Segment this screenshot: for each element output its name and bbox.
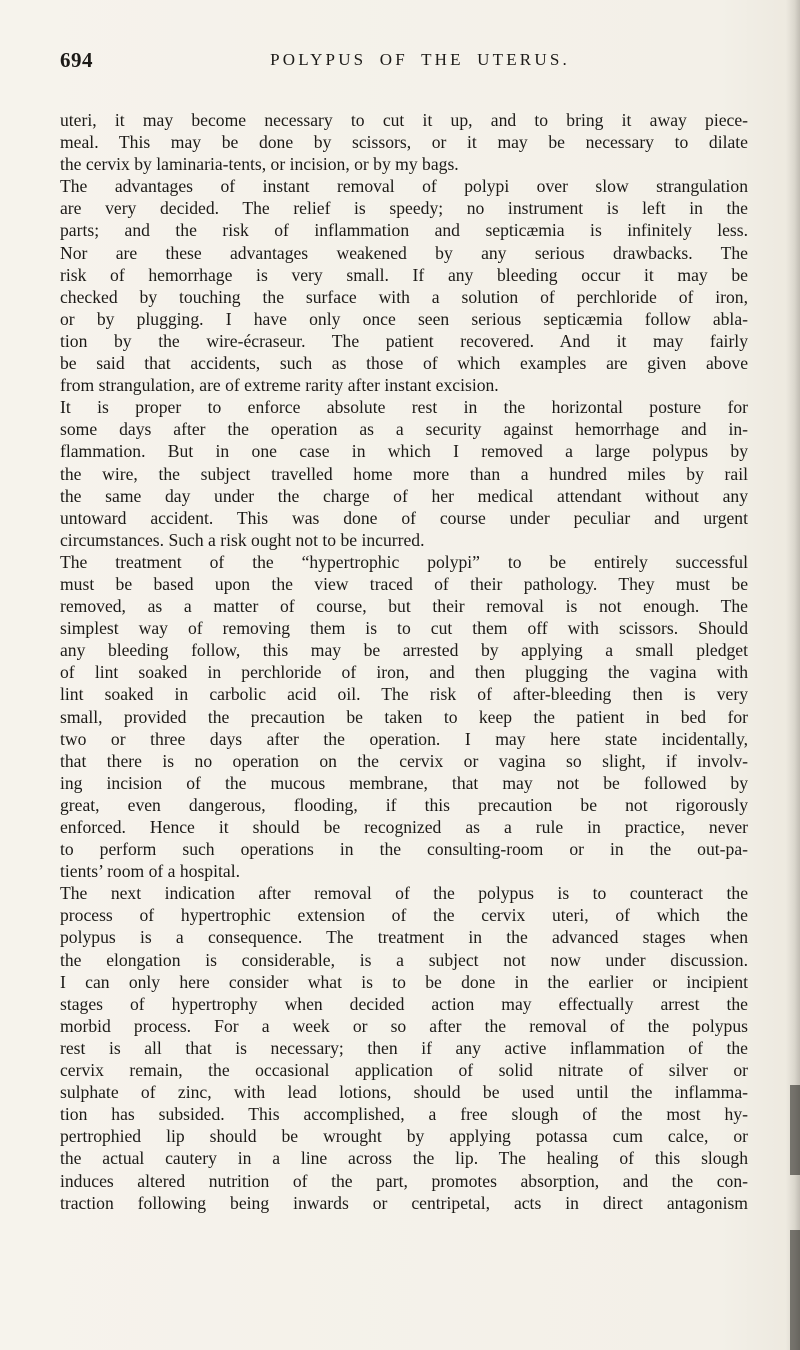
page-header: [60, 48, 750, 76]
text-line: checked by touching the surface with a solution of perchloride of iron,: [60, 286, 748, 307]
text-line: flammation. But in one case in which I removed a large polypus by: [60, 441, 748, 462]
text-line: ing incision of the mucous membrane, that may not be followed by: [60, 772, 748, 793]
text-line: traction following being inwards or centripetal, acts in direct antagonism: [60, 1192, 748, 1213]
text-line: the actual cautery in a line across the lip. The healing of this slough: [60, 1148, 748, 1169]
text-line: some days after the operation as a security against hemorrhage and in-: [60, 419, 748, 440]
text-line: or by plugging. I have only once seen serious septicæmia follow abla-: [60, 308, 748, 329]
text-line: small, provided the precaution be taken to keep the patient in bed for: [60, 706, 748, 727]
text-line: pertrophied lip should be wrought by applying potassa cum calce, or: [60, 1126, 748, 1147]
text-line: process of hypertrophic extension of the cervix uteri, of which the: [60, 905, 748, 926]
text-line: I can only here consider what is to be done in the earlier or incipient: [60, 971, 748, 992]
text-line: cervix remain, the occasional application of solid nitrate of silver or: [60, 1060, 748, 1081]
text-line: the elongation is considerable, is a subject not now under discussion.: [60, 949, 748, 970]
text-line: The treatment of the “hypertrophic polypi” to be entirely successful: [60, 551, 748, 572]
text-line: Nor are these advantages weakened by any serious drawbacks. The: [60, 242, 748, 263]
text-line: removed, as a matter of course, but their removal is not enough. The: [60, 596, 748, 617]
text-line: meal. This may be done by scissors, or it may be necessary to dilate: [60, 132, 748, 153]
page-number: 694: [60, 48, 93, 72]
text-line: great, even dangerous, flooding, if this precaution be not rigorously: [60, 794, 748, 815]
text-line: tients’ room of a hospital.: [60, 861, 240, 882]
text-line: from strangulation, are of extreme rarity after instant excision.: [60, 375, 499, 396]
text-line: two or three days after the operation. I may here state incidentally,: [60, 728, 748, 749]
text-line: The next indication after removal of the polypus is to counteract the: [60, 883, 748, 904]
text-line: be said that accidents, such as those of which examples are given above: [60, 353, 748, 374]
text-line: tion by the wire-écraseur. The patient recovered. And it may fairly: [60, 330, 748, 351]
text-line: enforced. Hence it should be recognized as a rule in practice, never: [60, 817, 748, 837]
text-line: The advantages of instant removal of polypi over slow strangulation: [60, 176, 748, 197]
page-edge-mark: [790, 1230, 800, 1350]
text-line: circumstances. Such a risk ought not to be incurred.: [60, 529, 425, 550]
text-line: induces altered nutrition of the part, promotes absorption, and the con-: [60, 1170, 748, 1191]
text-line: parts; and the risk of inflammation and septicæmia is infinitely less.: [60, 220, 748, 241]
text-line: to perform such operations in the consulting-room or in the out-pa-: [60, 839, 748, 860]
text-line: stages of hypertrophy when decided action may effectually arrest the: [60, 993, 748, 1014]
text-line: It is proper to enforce absolute rest in the horizontal posture for: [60, 397, 748, 418]
text-line: lint soaked in carbolic acid oil. The risk of after-bleeding then is very: [60, 684, 748, 705]
text-line: rest is all that is necessary; then if any active inflammation of the: [60, 1037, 748, 1058]
text-line: any bleeding follow, this may be arrested by applying a small pledget: [60, 640, 748, 661]
text-line: of lint soaked in perchloride of iron, and then plugging the vagina with: [60, 662, 748, 683]
text-line: uteri, it may become necessary to cut it up, and to bring it away piece-: [60, 110, 748, 130]
page-edge-mark: [790, 1085, 800, 1175]
text-line: risk of hemorrhage is very small. If any bleeding occur it may be: [60, 264, 748, 285]
text-line: tion has subsided. This accomplished, a free slough of the most hy-: [60, 1104, 748, 1125]
text-line: morbid process. For a week or so after the removal of the polypus: [60, 1015, 748, 1036]
text-line: must be based upon the view traced of their pathology. They must be: [60, 573, 748, 594]
text-line: the wire, the subject travelled home more than a hundred miles by rail: [60, 463, 748, 484]
text-line: polypus is a consequence. The treatment in the advanced stages when: [60, 927, 748, 948]
body-text: [60, 109, 748, 1214]
text-line: sulphate of zinc, with lead lotions, should be used until the inflamma-: [60, 1082, 748, 1103]
text-line: simplest way of removing them is to cut them off with scissors. Should: [60, 618, 748, 639]
text-line: that there is no operation on the cervix or vagina so slight, if involv-: [60, 750, 748, 771]
text-line: are very decided. The relief is speedy; no instrument is left in the: [60, 198, 748, 219]
text-line: the same day under the charge of her medical attendant without any: [60, 485, 748, 506]
running-title: POLYPUS OF THE UTERUS.: [270, 50, 570, 69]
text-line: the cervix by laminaria-tents, or incision, or by my bags.: [60, 154, 459, 175]
text-line: untoward accident. This was done of course under peculiar and urgent: [60, 507, 748, 528]
